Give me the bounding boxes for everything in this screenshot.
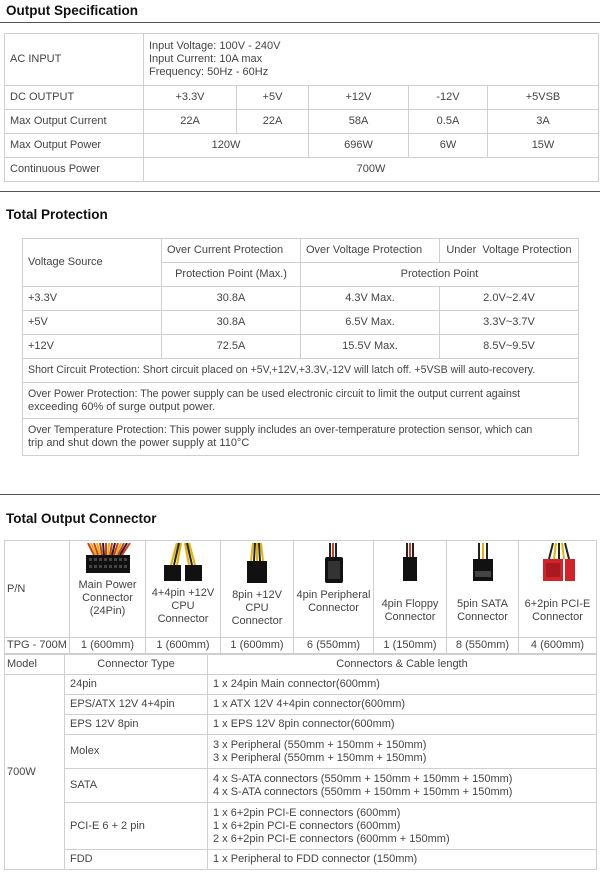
ac-input-label: AC INPUT bbox=[5, 34, 144, 86]
pcie-6plus2pin-connector-icon bbox=[535, 543, 581, 585]
table-row bbox=[5, 715, 597, 735]
max-power-label: Max Output Power bbox=[5, 134, 144, 158]
connector-qty: 1 (600mm) bbox=[70, 638, 146, 654]
protection-point-header: Protection Point bbox=[301, 263, 579, 287]
over-temperature-protection-line: Over Temperature Protection: This power supply includes an over-temperature protection sensor, which can bbox=[28, 424, 533, 436]
connector-name: (24Pin) bbox=[89, 605, 126, 617]
voltage-source: +3.3V bbox=[23, 287, 162, 311]
cpu-4plus4pin-connector-icon bbox=[155, 543, 211, 583]
uvp-value: 3.3V~3.7V bbox=[440, 311, 579, 335]
connector-cable-table bbox=[4, 654, 597, 870]
uvp-header: Under Voltage Protection bbox=[440, 239, 579, 263]
connector-type: FDD bbox=[65, 850, 208, 870]
ocp-header: Over Current Protection bbox=[162, 239, 301, 263]
connector-qty: 4 (600mm) bbox=[519, 638, 597, 654]
section-divider bbox=[0, 494, 600, 495]
voltage-source: +12V bbox=[23, 335, 162, 359]
floppy-connector-icon bbox=[390, 543, 430, 585]
continuous-power-label: Continuous Power bbox=[5, 158, 144, 182]
ovp-header: Over Voltage Protection bbox=[301, 239, 440, 263]
ac-input-values bbox=[144, 34, 599, 86]
dc-output-rail: +5VSB bbox=[488, 86, 599, 110]
connector-eps-8pin bbox=[221, 541, 294, 638]
dc-output-rail: +3.3V bbox=[144, 86, 237, 110]
dc-output-label: DC OUTPUT bbox=[5, 86, 144, 110]
connector-type-header: Connector Type bbox=[65, 655, 208, 675]
ovp-value: 4.3V Max. bbox=[301, 287, 440, 311]
connector-name: Connector bbox=[157, 613, 209, 625]
protection-point-max-header: Protection Point (Max.) bbox=[162, 263, 301, 287]
connector-name: Connector bbox=[308, 602, 359, 614]
uvp-value: 8.5V~9.5V bbox=[440, 335, 579, 359]
table-row bbox=[23, 311, 579, 335]
model-header: Model bbox=[5, 655, 65, 675]
cable-length-line: 1 x 6+2pin PCI-E connectors (600mm) bbox=[213, 806, 401, 819]
cable-length bbox=[208, 735, 597, 769]
over-temperature-protection-line: trip and shut down the power supply at 110°C bbox=[28, 437, 250, 449]
connector-type: EPS/ATX 12V 4+4pin bbox=[65, 695, 208, 715]
voltage-source: +5V bbox=[23, 311, 162, 335]
connector-type: Molex bbox=[65, 735, 208, 769]
cable-length-line: 2 x 6+2pin PCI-E connectors (600mm + 150mm) bbox=[213, 832, 450, 845]
over-power-protection-line: Over Power Protection: The power supply can be used electronic circuit to limit the output current against bbox=[28, 387, 521, 400]
ovp-value: 15.5V Max. bbox=[301, 335, 440, 359]
sata-connector-icon bbox=[463, 543, 503, 585]
dc-output-rail: +12V bbox=[309, 86, 409, 110]
cable-length: 1 x Peripheral to FDD connector (150mm) bbox=[208, 850, 597, 870]
max-current-label: Max Output Current bbox=[5, 110, 144, 134]
molex-connector-icon bbox=[314, 543, 354, 585]
connector-pn-table bbox=[4, 540, 597, 654]
connector-sata bbox=[447, 541, 519, 638]
connector-main-power bbox=[70, 541, 146, 638]
connector-floppy bbox=[374, 541, 447, 638]
connector-type: 24pin bbox=[65, 675, 208, 695]
connector-qty: 1 (600mm) bbox=[146, 638, 221, 654]
connector-name: Connector bbox=[82, 592, 133, 604]
dc-output-rail: -12V bbox=[409, 86, 488, 110]
input-frequency: Frequency: 50Hz - 60Hz bbox=[149, 66, 269, 78]
cable-length-line: 3 x Peripheral (550mm + 150mm + 150mm) bbox=[213, 751, 427, 764]
max-current-value: 58A bbox=[309, 110, 409, 134]
connector-qty: 1 (150mm) bbox=[374, 638, 447, 654]
table-row bbox=[5, 803, 597, 850]
connector-name: CPU bbox=[171, 600, 195, 612]
max-current-value: 22A bbox=[237, 110, 309, 134]
cable-length-line: 4 x S-ATA connectors (550mm + 150mm + 150mm + 150mm) bbox=[213, 772, 513, 785]
connector-name: Connector bbox=[457, 611, 508, 623]
over-power-protection bbox=[23, 383, 579, 419]
connector-name: 4+4pin +12V bbox=[151, 587, 215, 599]
input-current: Input Current: 10A max bbox=[149, 53, 263, 65]
ocp-value: 30.8A bbox=[162, 287, 301, 311]
connector-type: EPS 12V 8pin bbox=[65, 715, 208, 735]
connector-qty: 1 (600mm) bbox=[221, 638, 294, 654]
connector-name: Connector bbox=[231, 615, 283, 627]
voltage-source-header: Voltage Source bbox=[23, 239, 162, 287]
model-value: 700W bbox=[5, 675, 65, 870]
over-temperature-protection bbox=[23, 419, 579, 456]
max-power-value: 696W bbox=[309, 134, 409, 158]
max-power-value: 15W bbox=[488, 134, 599, 158]
ocp-value: 72.5A bbox=[162, 335, 301, 359]
connector-name: 4pin Floppy bbox=[381, 598, 439, 610]
max-current-value: 0.5A bbox=[409, 110, 488, 134]
connector-name: Main Power bbox=[78, 579, 137, 591]
cable-length-line: 1 x 6+2pin PCI-E connectors (600mm) bbox=[213, 819, 401, 832]
table-row bbox=[5, 735, 597, 769]
cable-length bbox=[208, 769, 597, 803]
table-row bbox=[23, 287, 579, 311]
cable-length: 1 x 24pin Main connector(600mm) bbox=[208, 675, 597, 695]
cable-length-header: Connectors & Cable length bbox=[208, 655, 597, 675]
pn-label: P/N bbox=[5, 541, 70, 638]
connector-name: 5pin SATA bbox=[457, 598, 508, 610]
dc-output-rail: +5V bbox=[237, 86, 309, 110]
cable-length-line: 4 x S-ATA connectors (550mm + 150mm + 150mm + 150mm) bbox=[213, 785, 513, 798]
protection-heading: Total Protection bbox=[6, 207, 108, 222]
table-row bbox=[5, 695, 597, 715]
section-divider bbox=[0, 22, 600, 23]
protection-table bbox=[22, 238, 579, 456]
eps-8pin-connector-icon bbox=[237, 543, 277, 585]
connector-name: 8pin +12V CPU bbox=[232, 589, 282, 614]
cable-length: 1 x ATX 12V 4+4pin connector(600mm) bbox=[208, 695, 597, 715]
connector-name: 6+2pin PCI-E bbox=[524, 598, 591, 610]
model-pn: TPG - 700M bbox=[5, 638, 70, 654]
cable-length bbox=[208, 803, 597, 850]
input-voltage: Input Voltage: 100V - 240V bbox=[149, 40, 281, 52]
connector-cpu-4plus4 bbox=[146, 541, 221, 638]
connectors-heading: Total Output Connector bbox=[6, 511, 157, 526]
max-current-value: 3A bbox=[488, 110, 599, 134]
section-divider bbox=[0, 191, 600, 192]
short-circuit-protection: Short Circuit Protection: Short circuit placed on +5V,+12V,+3.3V,-12V will latch off. +5VSB will auto-recovery. bbox=[23, 359, 579, 383]
connector-name: Connector bbox=[384, 611, 436, 623]
connector-pcie bbox=[519, 541, 597, 638]
continuous-power-value: 700W bbox=[144, 158, 599, 182]
uvp-value: 2.0V~2.4V bbox=[440, 287, 579, 311]
table-row bbox=[23, 335, 579, 359]
connector-type: SATA bbox=[65, 769, 208, 803]
connector-name: Connector bbox=[532, 611, 583, 623]
atx-24pin-connector-icon bbox=[80, 543, 136, 575]
connector-name: 4pin Peripheral bbox=[296, 589, 371, 601]
cable-length: 1 x EPS 12V 8pin connector(600mm) bbox=[208, 715, 597, 735]
output-spec-table bbox=[4, 33, 599, 182]
table-row bbox=[5, 850, 597, 870]
table-row bbox=[5, 675, 597, 695]
connector-qty: 8 (550mm) bbox=[447, 638, 519, 654]
ocp-value: 30.8A bbox=[162, 311, 301, 335]
connector-type: PCI-E 6 + 2 pin bbox=[65, 803, 208, 850]
over-power-protection-line: exceeding 60% of surge output power. bbox=[28, 400, 216, 413]
table-row bbox=[5, 769, 597, 803]
connector-peripheral bbox=[294, 541, 374, 638]
connector-qty: 6 (550mm) bbox=[294, 638, 374, 654]
cable-length-line: 3 x Peripheral (550mm + 150mm + 150mm) bbox=[213, 738, 427, 751]
max-current-value: 22A bbox=[144, 110, 237, 134]
max-power-value: 6W bbox=[409, 134, 488, 158]
ovp-value: 6.5V Max. bbox=[301, 311, 440, 335]
output-spec-heading: Output Specification bbox=[6, 3, 139, 18]
max-power-value: 120W bbox=[144, 134, 309, 158]
